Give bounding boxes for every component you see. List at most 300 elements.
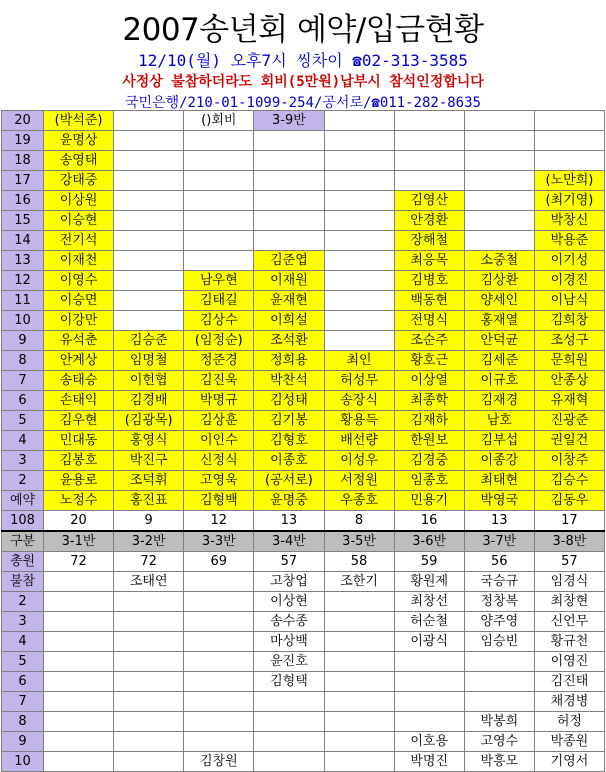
name-cell: (임정순) [184, 331, 254, 351]
absent-name-cell [44, 652, 114, 672]
absent-name-cell: 정창복 [464, 592, 534, 612]
name-cell: 조순주 [394, 331, 464, 351]
name-cell: 김태길 [184, 291, 254, 311]
name-cell [184, 131, 254, 151]
name-cell: 우종호 [324, 491, 394, 511]
reservation-row [2, 471, 605, 491]
absent-name-cell: 임경식 [534, 572, 604, 592]
name-cell: 조석환 [254, 331, 324, 351]
row-label: 2 [2, 471, 44, 491]
absent-name-cell [44, 672, 114, 692]
absent-name-cell [114, 732, 184, 752]
absent-name-cell [324, 712, 394, 732]
absent-name-cell: 임승빈 [464, 632, 534, 652]
absence-row [2, 592, 605, 612]
name-cell: 윤재현 [254, 291, 324, 311]
group-name-cell: 3-1반 [44, 531, 114, 552]
absent-name-cell: 이호용 [394, 732, 464, 752]
reservation-row [2, 271, 605, 291]
name-cell: 김형백 [184, 491, 254, 511]
group-header-row [2, 531, 605, 552]
name-cell: 백동현 [394, 291, 464, 311]
reservation-row [2, 431, 605, 451]
count-cell: 12 [184, 511, 254, 532]
name-cell: 강태중 [44, 171, 114, 191]
absent-name-cell: 이광식 [394, 632, 464, 652]
name-cell: 김승수 [534, 471, 604, 491]
name-cell: 김희창 [534, 311, 604, 331]
row-label: 불참 [2, 572, 44, 592]
absent-name-cell [44, 732, 114, 752]
reservation-row [2, 451, 605, 471]
reservation-row [2, 211, 605, 231]
group-total-cell: 57 [534, 552, 604, 572]
name-cell [114, 251, 184, 271]
absent-name-cell [114, 692, 184, 712]
absent-name-cell [324, 592, 394, 612]
name-cell: 이재원 [254, 271, 324, 291]
name-cell: 이규호 [464, 371, 534, 391]
row-label: 11 [2, 291, 44, 311]
row-label: 3 [2, 451, 44, 471]
row-label: 12 [2, 271, 44, 291]
name-cell [324, 251, 394, 271]
group-total-cell: 72 [44, 552, 114, 572]
name-cell: 송영태 [44, 151, 114, 171]
absent-name-cell: 송수종 [254, 612, 324, 632]
name-cell: (노만희) [534, 171, 604, 191]
name-cell: 김봉호 [44, 451, 114, 471]
absent-name-cell: 박명진 [394, 752, 464, 772]
name-cell: 임명철 [114, 351, 184, 371]
absent-name-cell: 채경병 [534, 692, 604, 712]
name-cell: 배선량 [324, 431, 394, 451]
row-label: 15 [2, 211, 44, 231]
name-cell: 홍재열 [464, 311, 534, 331]
count-cell: 13 [254, 511, 324, 532]
reservation-row [2, 311, 605, 331]
row-label: 8 [2, 351, 44, 371]
absent-name-cell [114, 712, 184, 732]
name-cell: 안덕균 [464, 331, 534, 351]
name-cell [114, 191, 184, 211]
group-name-cell: 3-5반 [324, 531, 394, 552]
name-cell [184, 211, 254, 231]
reservation-row [2, 351, 605, 371]
name-cell: 이기성 [534, 251, 604, 271]
absent-name-cell [324, 732, 394, 752]
name-cell [114, 311, 184, 331]
name-cell: 이헌협 [114, 371, 184, 391]
count-cell: 9 [114, 511, 184, 532]
absent-name-cell [184, 652, 254, 672]
absent-name-cell [44, 572, 114, 592]
absence-row [2, 732, 605, 752]
name-cell: 김상훈 [184, 411, 254, 431]
absent-name-cell [254, 692, 324, 712]
absent-name-cell: 김형택 [254, 672, 324, 692]
reservation-row [2, 111, 605, 131]
name-cell: (박석준) [44, 111, 114, 131]
name-cell: 이남식 [534, 291, 604, 311]
row-label: 4 [2, 632, 44, 652]
name-cell: 김상환 [464, 271, 534, 291]
name-cell: 정희용 [254, 351, 324, 371]
row-label: 10 [2, 752, 44, 772]
absence-row [2, 632, 605, 652]
sheet-header [0, 0, 606, 110]
absent-name-cell [324, 632, 394, 652]
absent-name-cell: 조한기 [324, 572, 394, 592]
absent-name-cell: 황원제 [394, 572, 464, 592]
name-cell: 윤명상 [44, 131, 114, 151]
row-label: 2 [2, 592, 44, 612]
row-label: 8 [2, 712, 44, 732]
absent-name-cell [184, 592, 254, 612]
absent-name-cell [114, 672, 184, 692]
absent-name-cell [114, 592, 184, 612]
absent-name-cell [324, 752, 394, 772]
absent-name-cell [394, 692, 464, 712]
name-cell: (김광목) [114, 411, 184, 431]
count-cell: 20 [44, 511, 114, 532]
row-label: 예약 [2, 491, 44, 511]
absence-row [2, 692, 605, 712]
absence-row [2, 612, 605, 632]
absent-name-cell [324, 692, 394, 712]
absent-name-cell [254, 732, 324, 752]
group-name-cell: 3-6반 [394, 531, 464, 552]
name-cell [184, 191, 254, 211]
absent-name-cell: 최창선 [394, 592, 464, 612]
absent-name-cell [114, 752, 184, 772]
count-cell: 8 [324, 511, 394, 532]
absent-name-cell: 마상백 [254, 632, 324, 652]
absent-name-cell [114, 612, 184, 632]
name-cell [534, 131, 604, 151]
name-cell [324, 211, 394, 231]
absent-name-cell [464, 652, 534, 672]
absent-name-cell: 이상현 [254, 592, 324, 612]
name-cell [114, 151, 184, 171]
group-total-cell: 57 [254, 552, 324, 572]
reservation-row [2, 491, 605, 511]
absent-name-cell [394, 672, 464, 692]
reservation-table [1, 110, 605, 772]
name-cell [324, 331, 394, 351]
name-cell: 유석춘 [44, 331, 114, 351]
row-label: 3 [2, 612, 44, 632]
absent-name-cell: 김창원 [184, 752, 254, 772]
absent-name-cell: 고창업 [254, 572, 324, 592]
name-cell: 노정수 [44, 491, 114, 511]
absent-name-cell: 고영수 [464, 732, 534, 752]
absent-name-cell: 신언무 [534, 612, 604, 632]
group-name-cell: 3-2반 [114, 531, 184, 552]
absent-name-cell: 박흥모 [464, 752, 534, 772]
name-cell: 송태승 [44, 371, 114, 391]
name-cell [324, 291, 394, 311]
absence-row [2, 672, 605, 692]
group-total-cell: 58 [324, 552, 394, 572]
absent-name-cell: 최창현 [534, 592, 604, 612]
row-label: 7 [2, 692, 44, 712]
absence-row [2, 572, 605, 592]
name-cell: 최종학 [394, 391, 464, 411]
name-cell: 전명식 [394, 311, 464, 331]
name-cell: 박명규 [184, 391, 254, 411]
row-label: 4 [2, 431, 44, 451]
name-cell: 홍영식 [114, 431, 184, 451]
name-cell: 이희설 [254, 311, 324, 331]
name-cell: 김재하 [394, 411, 464, 431]
name-cell [534, 111, 604, 131]
name-cell: 김경배 [114, 391, 184, 411]
name-cell: 조성구 [534, 331, 604, 351]
reservation-row [2, 151, 605, 171]
name-cell [184, 231, 254, 251]
reservation-rows [2, 111, 605, 511]
name-cell [114, 131, 184, 151]
absent-name-cell [44, 632, 114, 652]
absent-name-cell [394, 652, 464, 672]
row-label: 19 [2, 131, 44, 151]
absent-name-cell: 이영진 [534, 652, 604, 672]
name-cell: 남우현 [184, 271, 254, 291]
name-cell [324, 231, 394, 251]
name-cell [464, 191, 534, 211]
group-total-cell: 56 [464, 552, 534, 572]
name-cell: 신정식 [184, 451, 254, 471]
row-label: 20 [2, 111, 44, 131]
name-cell: 김준엽 [254, 251, 324, 271]
name-cell: (최기영) [534, 191, 604, 211]
absence-row [2, 652, 605, 672]
absent-name-cell: 허정 [534, 712, 604, 732]
absent-name-cell [184, 692, 254, 712]
name-cell [254, 151, 324, 171]
name-cell: 박창신 [534, 211, 604, 231]
name-cell [114, 171, 184, 191]
name-cell: 이창주 [534, 451, 604, 471]
name-cell [464, 151, 534, 171]
name-cell: 안경환 [394, 211, 464, 231]
group-name-cell: 3-8반 [534, 531, 604, 552]
name-cell: 이상원 [44, 191, 114, 211]
name-cell: ()회비 [184, 111, 254, 131]
name-cell: 진광준 [534, 411, 604, 431]
row-label: 18 [2, 151, 44, 171]
name-cell [324, 151, 394, 171]
name-cell: 김경중 [394, 451, 464, 471]
name-cell [114, 211, 184, 231]
reservation-row [2, 251, 605, 271]
name-cell: 김기봉 [254, 411, 324, 431]
absent-name-cell [394, 712, 464, 732]
group-total-cell: 72 [114, 552, 184, 572]
name-cell [324, 111, 394, 131]
event-info: 12/10(월) 오후7시 씽차이 ☎02-313-3585 [138, 51, 468, 70]
name-cell [254, 211, 324, 231]
row-label: 7 [2, 371, 44, 391]
name-cell [464, 231, 534, 251]
absent-name-cell: 윤진호 [254, 652, 324, 672]
name-cell [114, 231, 184, 251]
absent-name-cell: 허순철 [394, 612, 464, 632]
name-cell: 권일건 [534, 431, 604, 451]
absent-name-cell: 박봉희 [464, 712, 534, 732]
name-cell [254, 191, 324, 211]
name-cell [114, 111, 184, 131]
name-cell: 김우현 [44, 411, 114, 431]
name-cell [324, 271, 394, 291]
row-label: 16 [2, 191, 44, 211]
absent-name-cell [44, 712, 114, 732]
reservation-row [2, 331, 605, 351]
absent-name-cell [184, 672, 254, 692]
name-cell: 최응목 [394, 251, 464, 271]
reservation-row [2, 191, 605, 211]
reservation-row [2, 371, 605, 391]
absent-name-cell [114, 632, 184, 652]
name-cell: 이재천 [44, 251, 114, 271]
name-cell [394, 131, 464, 151]
row-label: 14 [2, 231, 44, 251]
reservation-row [2, 171, 605, 191]
page-title: 2007송년회 예약/입금현황 [122, 12, 484, 48]
name-cell: 이종강 [464, 451, 534, 471]
absent-name-cell [44, 692, 114, 712]
name-cell [324, 191, 394, 211]
absent-name-cell [184, 572, 254, 592]
name-cell: 이승현 [44, 211, 114, 231]
name-cell [324, 171, 394, 191]
name-cell: 한원보 [394, 431, 464, 451]
absent-name-cell [254, 752, 324, 772]
absent-name-cell: 양주영 [464, 612, 534, 632]
name-cell [534, 151, 604, 171]
row-label: 5 [2, 652, 44, 672]
row-label: 13 [2, 251, 44, 271]
name-cell: 3-9반 [254, 111, 324, 131]
name-cell: 최인 [324, 351, 394, 371]
name-cell [394, 151, 464, 171]
name-cell: 김성태 [254, 391, 324, 411]
reservation-row [2, 291, 605, 311]
name-cell: 김동우 [534, 491, 604, 511]
absent-name-cell [44, 612, 114, 632]
count-total: 108 [2, 511, 44, 532]
absent-name-cell [44, 592, 114, 612]
name-cell [464, 131, 534, 151]
name-cell: 이영수 [44, 271, 114, 291]
name-cell: 민대동 [44, 431, 114, 451]
name-cell [464, 211, 534, 231]
reservation-row [2, 391, 605, 411]
name-cell: 이종호 [254, 451, 324, 471]
name-cell: 남호 [464, 411, 534, 431]
name-cell [324, 311, 394, 331]
absent-name-cell [324, 672, 394, 692]
absent-name-cell [184, 632, 254, 652]
row-label: 9 [2, 331, 44, 351]
row-label: 10 [2, 311, 44, 331]
name-cell: 홍진표 [114, 491, 184, 511]
row-label: 17 [2, 171, 44, 191]
count-row [2, 511, 605, 532]
name-cell: 김재경 [464, 391, 534, 411]
group-total-cell: 59 [394, 552, 464, 572]
name-cell [394, 171, 464, 191]
name-cell: 이승면 [44, 291, 114, 311]
name-cell: 김진욱 [184, 371, 254, 391]
bank-info: 국민은행/210-01-1099-254/공서로/☎011-282-8635 [125, 95, 481, 111]
name-cell [254, 231, 324, 251]
name-cell: 조덕휘 [114, 471, 184, 491]
absent-name-cell: 황규천 [534, 632, 604, 652]
name-cell: 양세인 [464, 291, 534, 311]
absent-name-cell [324, 612, 394, 632]
name-cell: 유재혁 [534, 391, 604, 411]
absent-name-cell [184, 712, 254, 732]
name-cell [464, 111, 534, 131]
name-cell: 김부섭 [464, 431, 534, 451]
name-cell: 김영산 [394, 191, 464, 211]
name-cell [114, 271, 184, 291]
reservation-row [2, 231, 605, 251]
row-label: 5 [2, 411, 44, 431]
name-cell [324, 131, 394, 151]
name-cell: 민용기 [394, 491, 464, 511]
name-cell: 안계상 [44, 351, 114, 371]
absence-row [2, 712, 605, 732]
name-cell: 김승준 [114, 331, 184, 351]
absent-name-cell [324, 652, 394, 672]
name-cell: 허성무 [324, 371, 394, 391]
name-cell: 김병호 [394, 271, 464, 291]
name-cell: 김상수 [184, 311, 254, 331]
absent-name-cell: 국승규 [464, 572, 534, 592]
row-label: 6 [2, 672, 44, 692]
group-header-label: 구분 [2, 531, 44, 552]
notice-text: 사정상 불참하더라도 회비(5만원)납부시 참석인정합니다 [122, 74, 484, 90]
group-total-row [2, 552, 605, 572]
name-cell [184, 151, 254, 171]
name-cell: 손태익 [44, 391, 114, 411]
absent-name-cell [464, 692, 534, 712]
name-cell: 김세준 [464, 351, 534, 371]
absent-name-cell [254, 712, 324, 732]
absent-name-cell: 조태연 [114, 572, 184, 592]
name-cell: 윤용로 [44, 471, 114, 491]
absent-name-cell: 김진태 [534, 672, 604, 692]
name-cell [184, 251, 254, 271]
absent-name-cell: 박종원 [534, 732, 604, 752]
name-cell: 소중철 [464, 251, 534, 271]
name-cell: 정준경 [184, 351, 254, 371]
group-name-cell: 3-4반 [254, 531, 324, 552]
reservation-row [2, 131, 605, 151]
row-label: 9 [2, 732, 44, 752]
name-cell: 문희원 [534, 351, 604, 371]
name-cell: 안종상 [534, 371, 604, 391]
count-cell: 17 [534, 511, 604, 532]
absence-row [2, 752, 605, 772]
name-cell: (공서로) [254, 471, 324, 491]
name-cell: 서정원 [324, 471, 394, 491]
name-cell: 이성우 [324, 451, 394, 471]
name-cell: 박용준 [534, 231, 604, 251]
